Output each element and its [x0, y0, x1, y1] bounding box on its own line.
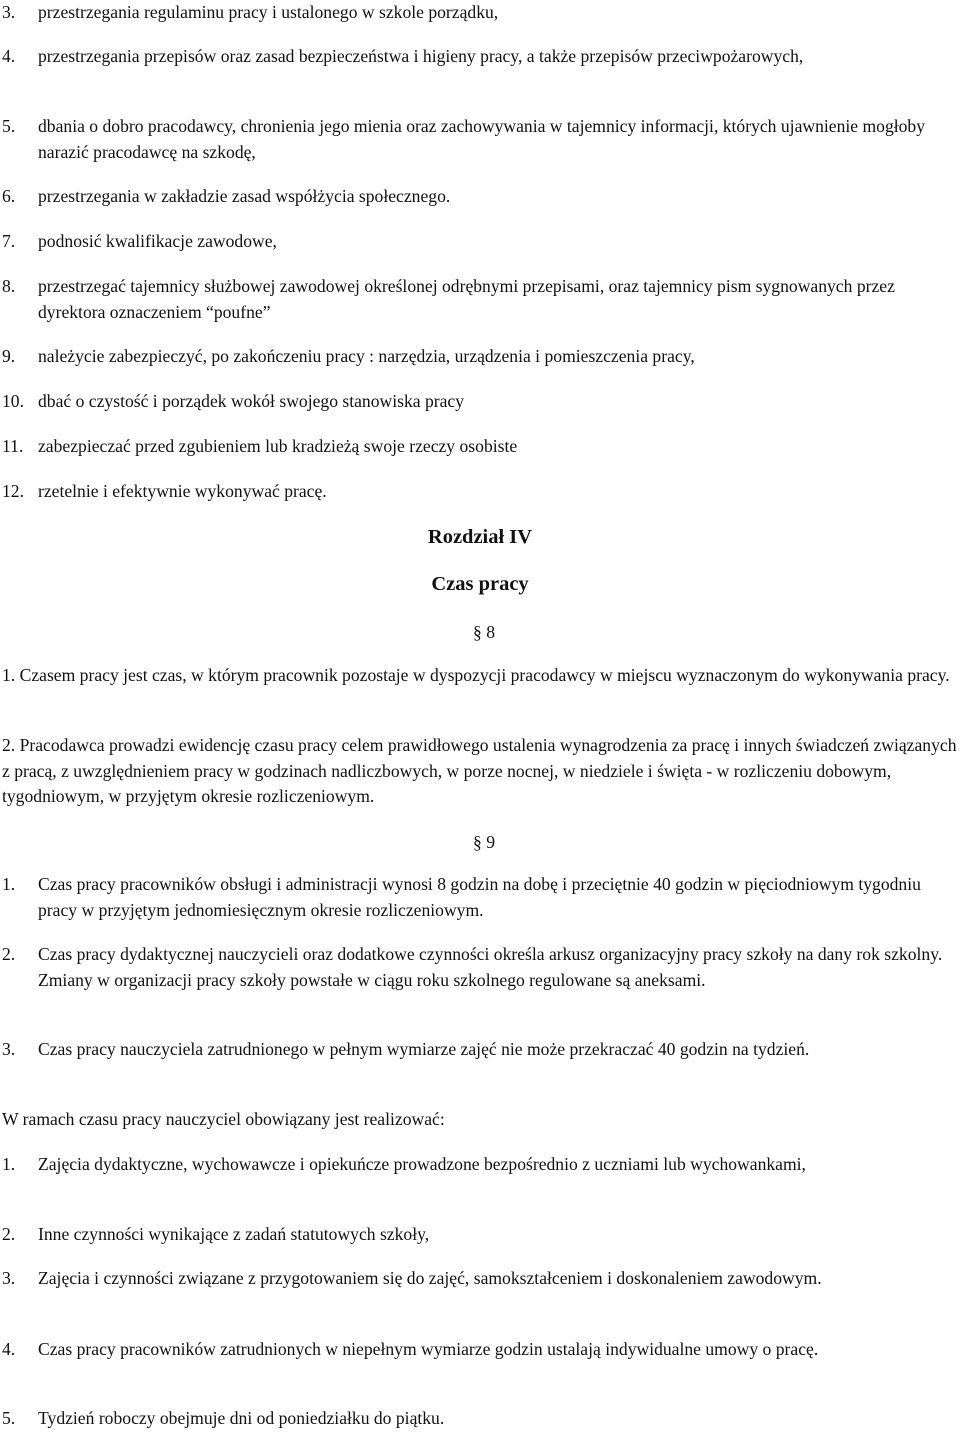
list-item-number: 5. — [2, 1408, 16, 1428]
list-item-number: 9. — [2, 346, 16, 366]
list-item — [2, 44, 957, 70]
list-item-number: 4. — [2, 1339, 16, 1359]
list-item-text: należycie zabezpieczyć, po zakończeniu pracy : narzędzia, urządzenia i pomieszczenia pracy, — [38, 346, 695, 366]
chapter-subtitle: Czas pracy — [431, 573, 529, 595]
list-item-number: 11. — [2, 436, 24, 456]
list-item — [2, 184, 957, 210]
list-item-text: przestrzegania przepisów oraz zasad bezpieczeństwa i higieny pracy, a także przepisów przeciwpożarowych, — [38, 46, 804, 66]
list-item-text: Czas pracy nauczyciela zatrudnionego w pełnym wymiarze zajęć nie może przekraczać 40 godzin na tydzień. — [38, 1039, 810, 1059]
paragraph: 1. Czasem pracy jest czas, w którym pracownik pozostaje w dyspozycji pracodawcy w miejscu wyznaczonym do wykonywania pracy. — [2, 665, 950, 685]
list-item — [2, 1266, 957, 1292]
list-item-text: Tydzień roboczy obejmuje dni od poniedziałku do piątku. — [38, 1408, 445, 1428]
list-item-number: 2. — [2, 1224, 16, 1244]
list-item — [2, 942, 957, 993]
list-item-number: 8. — [2, 276, 16, 296]
list-item — [2, 1222, 957, 1248]
list-item-number: 6. — [2, 186, 16, 206]
list-item — [2, 344, 957, 370]
list-item-text: przestrzegania regulaminu pracy i ustalonego w szkole porządku, — [38, 2, 499, 22]
list-item — [2, 0, 957, 26]
list-item — [2, 274, 957, 325]
list-item-number: 5. — [2, 116, 16, 136]
paragraph: 2. Pracodawca prowadzi ewidencję czasu pracy celem prawidłowego ustalenia wynagrodzenia za pracę i innych świadczeń związanych z pracą, z uwzględnieniem pracy w godzinach nadliczbowych, w porze nocnej, w niedziele i święta - w rozliczeniu dobowym, tygodniowym, w przyjętym okresie rozliczeniowym. — [2, 735, 957, 806]
list-item-text: dbania o dobro pracodawcy, chronienia jego mienia oraz zachowywania w tajemnicy informacji, których ujawnienie mogłoby narazić pracodawcę na szkodę, — [38, 116, 926, 162]
list-item-number: 1. — [2, 874, 16, 894]
list-item — [2, 479, 957, 505]
list-item-text: przestrzegania w zakładzie zasad współżycia społecznego. — [38, 186, 451, 206]
list-item-text: zabezpieczać przed zgubieniem lub kradzieżą swoje rzeczy osobiste — [38, 436, 518, 456]
list-item-number: 3. — [2, 1039, 16, 1059]
list-item — [2, 1152, 957, 1178]
list-item-number: 1. — [2, 1154, 16, 1174]
duties-intro: W ramach czasu pracy nauczyciel obowiązany jest realizować: — [2, 1109, 445, 1129]
list-item-text: Czas pracy pracowników zatrudnionych w niepełnym wymiarze godzin ustalają indywidualne umowy o pracę. — [38, 1339, 819, 1359]
section-marker: § 8 — [473, 622, 495, 642]
list-item — [2, 229, 957, 255]
list-item-text: Czas pracy dydaktycznej nauczycieli oraz dodatkowe czynności określa arkusz organizacyjny pracy szkoły na dany rok szkolny. Zmiany w organizacji pracy szkoły powstałe w ciągu roku szkolnego regulowane są aneksami. — [38, 944, 943, 990]
list-item-text: Zajęcia dydaktyczne, wychowawcze i opiekuńcze prowadzone bezpośrednio z uczniami lub wychowankami, — [38, 1154, 806, 1174]
section-marker: § 9 — [473, 832, 495, 852]
list-item-text: Inne czynności wynikające z zadań statutowych szkoły, — [38, 1224, 430, 1244]
list-item — [2, 434, 957, 460]
list-item — [2, 389, 957, 415]
list-item — [2, 1337, 957, 1363]
list-item-number: 2. — [2, 944, 16, 964]
list-item-number: 10. — [2, 391, 24, 411]
list-item — [2, 872, 957, 923]
list-item-number: 12. — [2, 481, 24, 501]
list-item-number: 3. — [2, 2, 16, 22]
list-item-text: podnosić kwalifikacje zawodowe, — [38, 231, 277, 251]
list-item-text: Czas pracy pracowników obsługi i administracji wynosi 8 godzin na dobę i przeciętnie 40 godzin w pięciodniowym tygodniu pracy w przyjętym jednomiesięcznym okresie rozliczeniowym. — [38, 874, 921, 920]
list-item — [2, 1406, 957, 1432]
list-item-number: 3. — [2, 1268, 16, 1288]
list-item-text: Zajęcia i czynności związane z przygotowaniem się do zajęć, samokształceniem i doskonaleniem zawodowym. — [38, 1268, 822, 1288]
list-item-text: dbać o czystość i porządek wokół swojego stanowiska pracy — [38, 391, 465, 411]
list-item — [2, 114, 957, 165]
list-item-number: 7. — [2, 231, 16, 251]
list-item-number: 4. — [2, 46, 16, 66]
list-item-text: przestrzegać tajemnicy służbowej zawodowej określonej odrębnymi przepisami, oraz tajemnicy pism sygnowanych przez dyrektora oznaczeniem “poufne” — [38, 276, 895, 322]
list-item-text: rzetelnie i efektywnie wykonywać pracę. — [38, 481, 327, 501]
list-item — [2, 1037, 957, 1063]
chapter-title: Rozdział IV — [427, 526, 533, 548]
